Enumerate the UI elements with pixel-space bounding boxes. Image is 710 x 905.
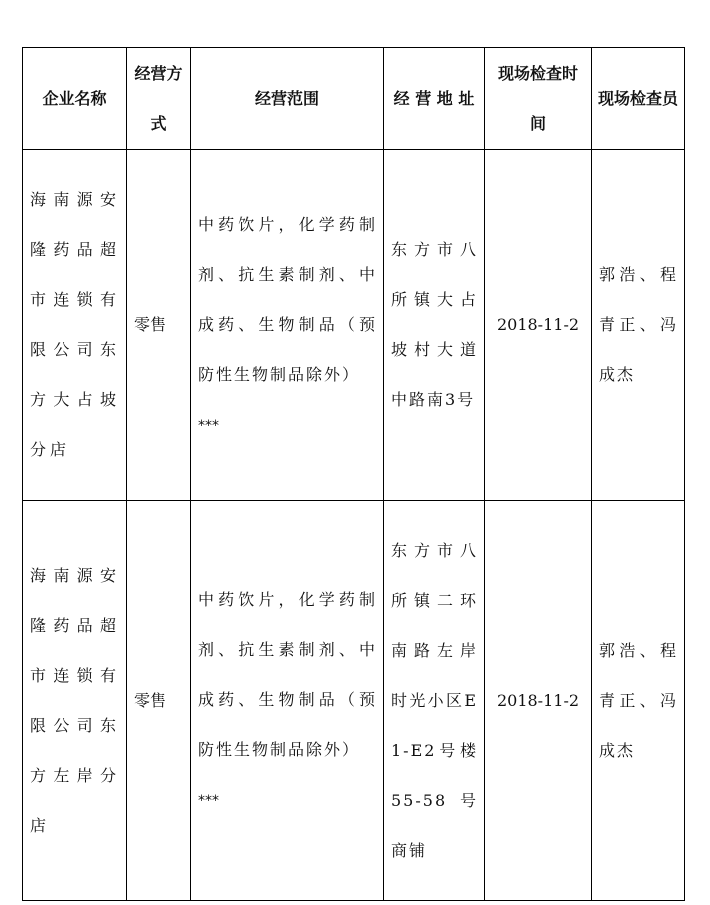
cell-inspector: 郭浩、程青正、冯成杰 bbox=[592, 501, 685, 901]
header-scope: 经营范围 bbox=[191, 48, 384, 150]
cell-company: 海南源安隆药品超市连锁有限公司东方左岸分店 bbox=[23, 501, 127, 901]
header-time: 现场检查时间 bbox=[485, 48, 592, 150]
header-mode: 经营方式 bbox=[127, 48, 191, 150]
table-header-row bbox=[23, 48, 685, 150]
cell-address: 东方市八所镇大占坡村大道中路南3号 bbox=[384, 150, 485, 501]
cell-time: 2018-11-2 bbox=[485, 150, 592, 501]
cell-address: 东方市八所镇二环南路左岸时光小区E1-E2号楼55-58号商铺 bbox=[384, 501, 485, 901]
cell-scope: 中药饮片，化学药制剂、抗生素制剂、中成药、生物制品（预防性生物制品除外） *** bbox=[191, 501, 384, 901]
cell-mode: 零售 bbox=[127, 150, 191, 501]
cell-scope: 中药饮片，化学药制剂、抗生素制剂、中成药、生物制品（预防性生物制品除外） *** bbox=[191, 150, 384, 501]
table-row bbox=[23, 501, 685, 901]
table-row bbox=[23, 150, 685, 501]
cell-company: 海南源安隆药品超市连锁有限公司东方大占坡分店 bbox=[23, 150, 127, 501]
header-company: 企业名称 bbox=[23, 48, 127, 150]
cell-time: 2018-11-2 bbox=[485, 501, 592, 901]
cell-mode: 零售 bbox=[127, 501, 191, 901]
inspection-table bbox=[22, 47, 685, 901]
header-inspector: 现场检查员 bbox=[592, 48, 685, 150]
header-address: 经 营 地 址 bbox=[384, 48, 485, 150]
cell-inspector: 郭浩、程青正、冯成杰 bbox=[592, 150, 685, 501]
